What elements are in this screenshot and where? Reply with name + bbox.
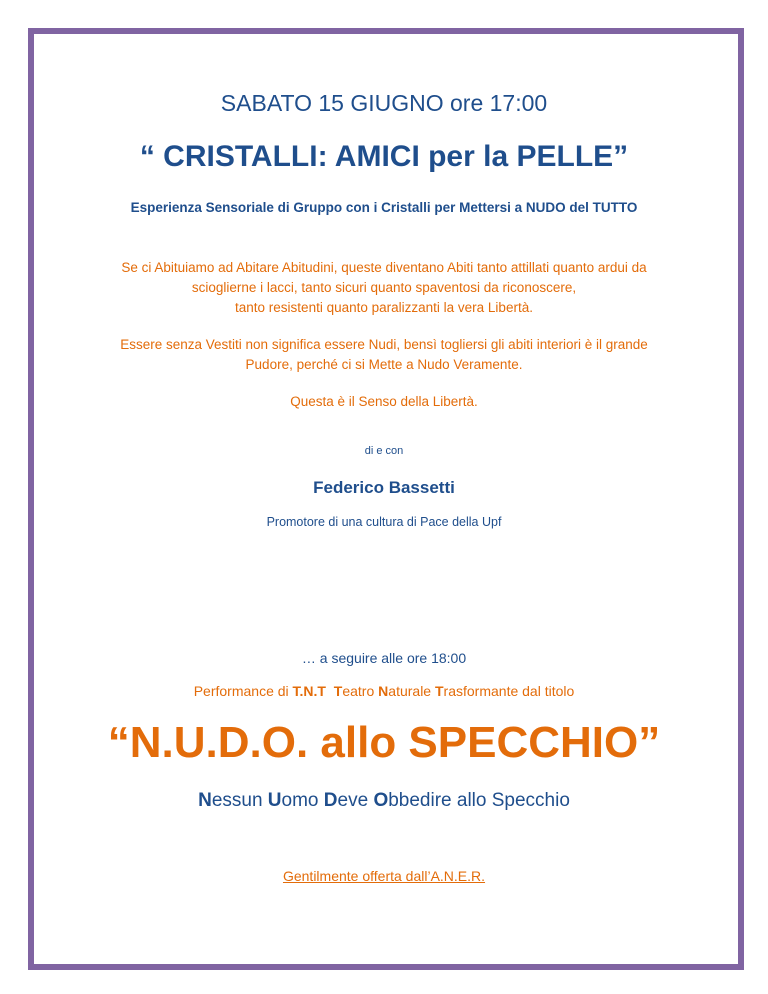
paragraph-line: tanto resistenti quanto paralizzanti la vera Libertà. [235,300,533,315]
event-subtitle: Esperienza Sensoriale di Gruppo con i Cristalli per Mettersi a NUDO del TUTTO [130,200,638,215]
show-title: “N.U.D.O. allo SPECCHIO” [107,718,661,767]
event-title: “ CRISTALLI: AMICI per la PELLE” [139,140,629,173]
acronym-meaning [40,790,728,812]
acro-text: eve [337,790,374,811]
perf-text: aturale [388,683,435,699]
perf-text: Performance di [193,683,293,699]
acro-text: omo [281,790,324,811]
perf-letter: T [333,683,343,699]
follow-time: … a seguire alle ore 18:00 [301,650,467,666]
paragraph-nudity [40,335,728,375]
offer-note: Gentilmente offerta dall’A.N.E.R. [282,868,486,884]
performance-intro [40,683,728,699]
acro-letter: O [373,790,389,811]
perf-text: rasformante dal titolo [443,683,575,699]
author-name: Federico Bassetti [313,478,455,497]
paragraph-habits [40,258,728,318]
author-role: Promotore di una cultura di Pace della Upf [266,515,502,529]
paragraph-line: Pudore, perché ci si Mette a Nudo Veramente. [245,357,523,372]
credits-intro: di e con [364,445,404,457]
perf-letter: N [378,683,389,699]
perf-tnt: T.N.T [292,683,326,699]
paragraph-line: scioglierne i lacci, tanto sicuri quanto spaventosi da riconoscere, [191,280,577,295]
perf-letter: T [434,683,444,699]
acro-letter: D [323,790,338,811]
acro-letter: N [198,790,212,811]
acro-text: essun [211,790,268,811]
perf-text: eatro [342,683,379,699]
event-date: SABATO 15 GIUGNO ore 17:00 [220,90,548,116]
acro-letter: U [267,790,282,811]
acro-text: bbedire allo Specchio [388,790,570,811]
paragraph-freedom: Questa è il Senso della Libertà. [290,394,478,409]
paragraph-line: Essere senza Vestiti non significa essere Nudi, bensì togliersi gli abiti interiori è il grande [120,337,648,352]
paragraph-line: Se ci Abituiamo ad Abitare Abitudini, queste diventano Abiti tanto attillati quanto ardui da [121,260,647,275]
